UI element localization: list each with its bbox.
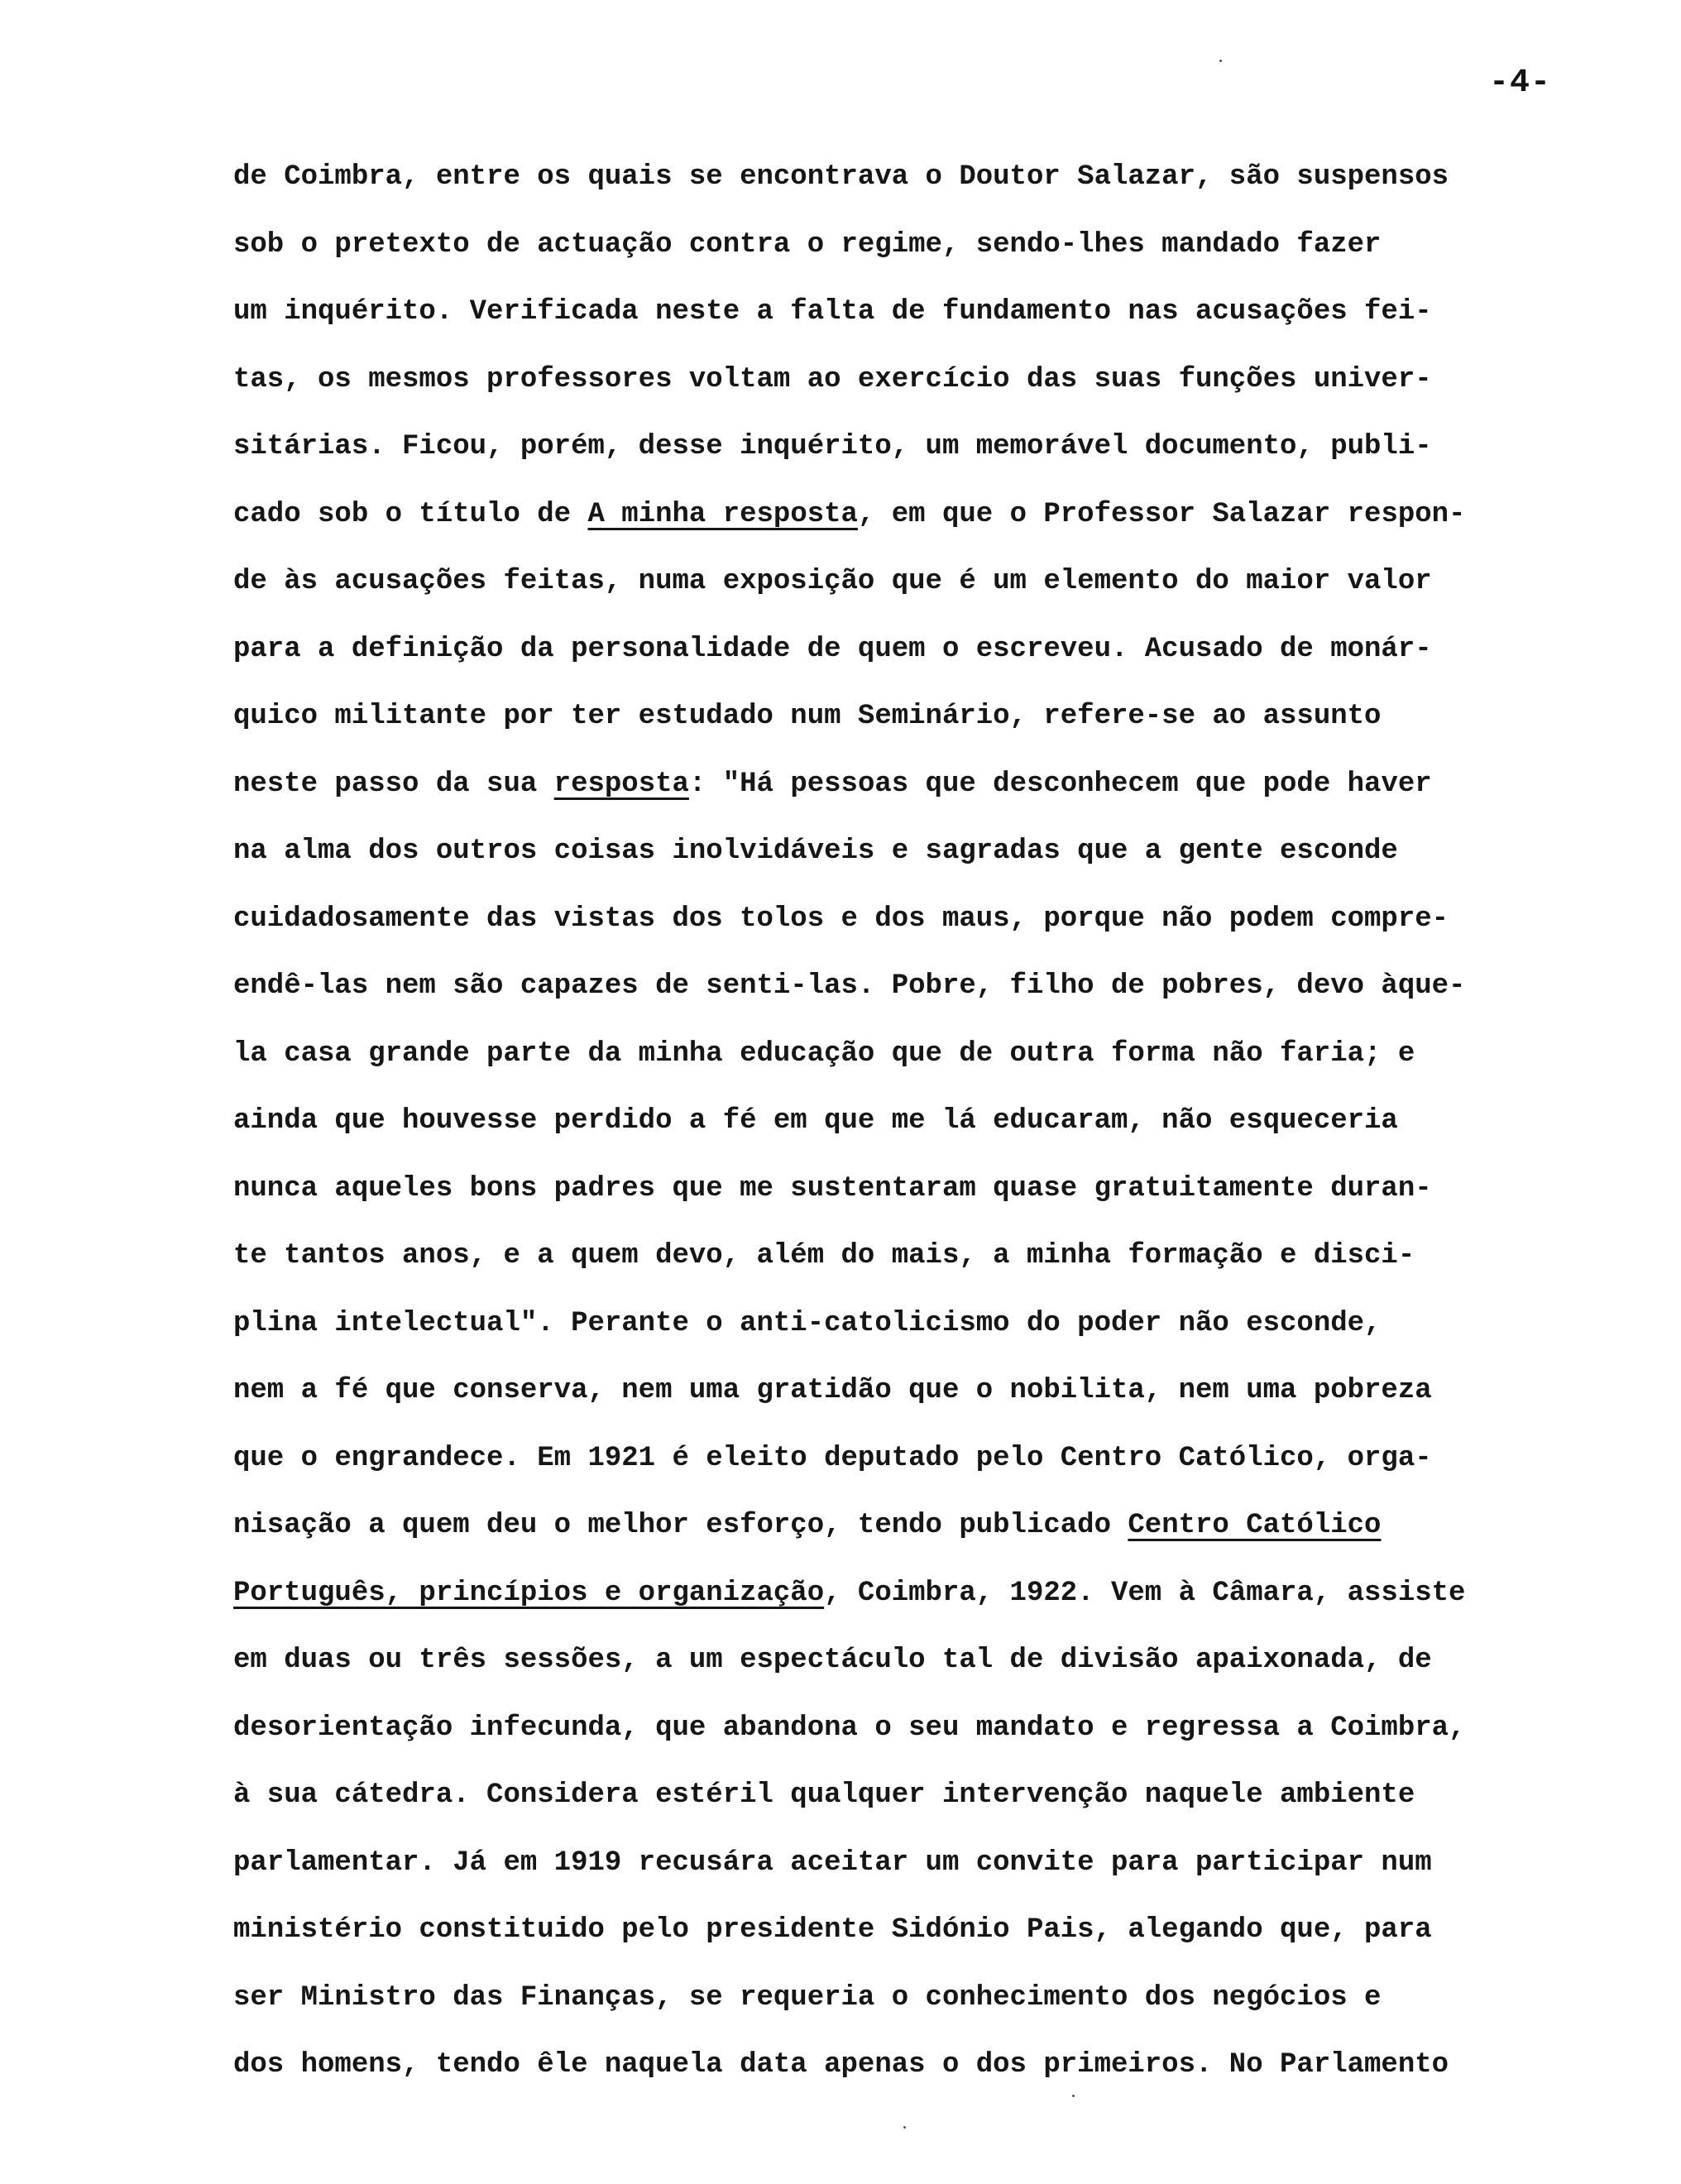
text-line	[233, 2032, 1656, 2100]
text-segment: dos homens, tendo êle naquela data apenas o dos primeiros. No Parlamento	[233, 2049, 1449, 2081]
text-line	[233, 1897, 1656, 1965]
text-line	[233, 144, 1656, 212]
text-line	[233, 1695, 1656, 1763]
text-line	[233, 1965, 1656, 2033]
text-segment: , Coimbra, 1922. Vem à Câmara, assiste	[824, 1577, 1466, 1609]
text-segment: neste passo da sua	[233, 768, 554, 800]
text-line	[233, 1627, 1656, 1695]
text-line	[233, 1358, 1656, 1425]
text-line	[233, 751, 1656, 819]
text-segment: em duas ou três sessões, a um espectáculo tal de divisão apaixonada, de	[233, 1645, 1432, 1676]
text-line	[233, 414, 1656, 481]
text-segment: de Coimbra, entre os quais se encontrava o Doutor Salazar, são suspensos	[233, 161, 1449, 193]
text-segment: ser Ministro das Finanças, se requeria o conhecimento dos negócios e	[233, 1981, 1382, 2014]
text-segment: nisação a quem deu o melhor esforço, tendo publicado	[233, 1510, 1128, 1541]
page-number: -4-	[1489, 65, 1552, 102]
text-line	[233, 1560, 1656, 1628]
text-line	[233, 886, 1656, 954]
text-line	[233, 481, 1656, 549]
text-line	[233, 1492, 1656, 1560]
text-segment: plina intelectual". Perante o anti-catolicismo do poder não esconde,	[233, 1307, 1382, 1339]
text-segment: sitárias. Ficou, porém, desse inquérito, um memorável documento, publi-	[233, 431, 1432, 462]
text-line	[233, 818, 1656, 886]
text-segment: endê-las nem são capazes de senti-las. Pobre, filho de pobres, devo àque-	[233, 970, 1466, 1002]
text-line	[233, 1425, 1656, 1493]
text-line	[233, 279, 1656, 347]
text-segment: , em que o Professor Salazar respon-	[857, 498, 1466, 530]
text-segment: ainda que houvesse perdido a fé em que me lá educaram, não esqueceria	[233, 1105, 1398, 1137]
text-segment: para a definição da personalidade de quem o escreveu. Acusado de monár-	[233, 633, 1432, 665]
text-segment: parlamentar. Já em 1919 recusára aceitar um convite para participar num	[233, 1846, 1432, 1879]
paper-speck	[903, 2126, 906, 2129]
text-segment: ministério constituido pelo presidente Sidónio Pais, alegando que, para	[233, 1914, 1432, 1946]
text-segment: cado sob o título de	[233, 498, 588, 530]
text-segment: na alma dos outros coisas inolvidáveis e sagradas que a gente esconde	[233, 836, 1398, 867]
text-segment: tas, os mesmos professores voltam ao exercício das suas funções univer-	[233, 363, 1432, 395]
paper-speck	[1219, 60, 1222, 62]
text-line	[233, 683, 1656, 751]
text-line	[233, 1021, 1656, 1089]
text-line	[233, 1830, 1656, 1898]
text-segment: quico militante por ter estudado num Seminário, refere-se ao assunto	[233, 701, 1382, 732]
text-line	[233, 212, 1656, 280]
body-text	[233, 144, 1656, 2100]
text-line	[233, 1088, 1656, 1156]
text-segment: : "Há pessoas que desconhecem que pode haver	[688, 768, 1432, 800]
text-segment: sob o pretexto de actuação contra o regime, sendo-lhes mandado fazer	[233, 228, 1382, 261]
text-segment: desorientação infecunda, que abandona o seu mandato e regressa a Coimbra,	[233, 1712, 1466, 1744]
text-segment: que o engrandece. Em 1921 é eleito deputado pelo Centro Católico, orga-	[233, 1442, 1432, 1474]
text-line	[233, 953, 1656, 1021]
underlined-title: resposta	[553, 768, 689, 800]
text-line	[233, 1223, 1656, 1291]
text-line	[233, 616, 1656, 684]
underlined-title: Português, princípios e organização	[233, 1577, 825, 1609]
text-segment: cuidadosamente das vistas dos tolos e dos maus, porque não podem compre-	[233, 903, 1449, 935]
text-segment: nem a fé que conserva, nem uma gratidão que o nobilita, nem uma pobreza	[233, 1375, 1432, 1406]
text-line	[233, 347, 1656, 414]
text-segment: de às acusações feitas, numa exposição que é um elemento do maior valor	[233, 566, 1432, 597]
underlined-title: Centro Católico	[1128, 1510, 1382, 1541]
underlined-title: A minha resposta	[587, 498, 858, 530]
text-segment: te tantos anos, e a quem devo, além do mais, a minha formação e disci-	[233, 1240, 1415, 1272]
text-line	[233, 1291, 1656, 1358]
text-segment: nunca aqueles bons padres que me sustentaram quase gratuitamente duran-	[233, 1172, 1432, 1205]
text-line	[233, 1762, 1656, 1830]
text-line	[233, 548, 1656, 616]
text-segment: à sua cátedra. Considera estéril qualquer intervenção naquele ambiente	[233, 1779, 1415, 1811]
text-segment: la casa grande parte da minha educação que de outra forma não faria; e	[233, 1037, 1415, 1070]
text-segment: um inquérito. Verificada neste a falta de fundamento nas acusações fei-	[233, 296, 1432, 328]
text-line	[233, 1156, 1656, 1224]
paper-speck	[1072, 2095, 1075, 2097]
